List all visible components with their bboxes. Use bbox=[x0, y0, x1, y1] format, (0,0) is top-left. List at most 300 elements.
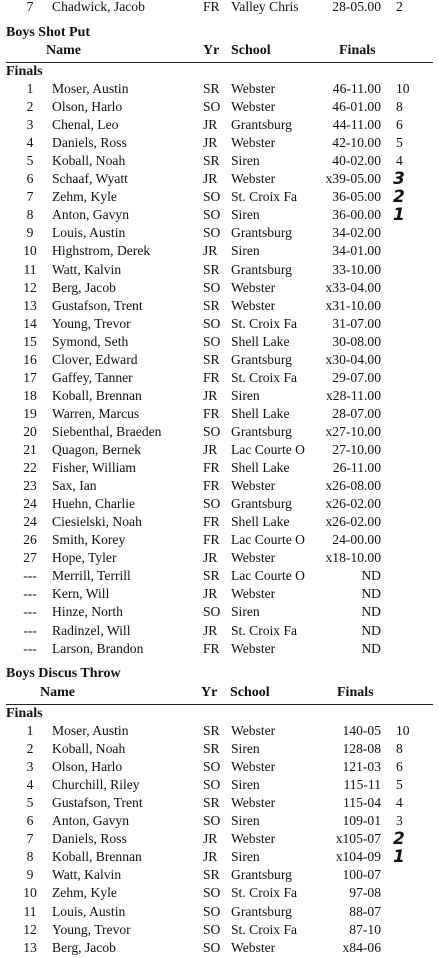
header-finals: Finals bbox=[339, 43, 376, 58]
year: JR bbox=[203, 622, 218, 638]
points: 10 bbox=[396, 81, 410, 96]
mark: ND bbox=[361, 640, 381, 656]
mark: 44-11.00 bbox=[332, 117, 381, 133]
year: SR bbox=[203, 261, 220, 277]
year: SO bbox=[203, 333, 221, 349]
school: Webster bbox=[231, 135, 276, 151]
points: 6 bbox=[396, 117, 403, 133]
athlete-name: Berg, Jacob bbox=[52, 939, 116, 955]
mark: 34-01.00 bbox=[332, 243, 381, 259]
place: 5 bbox=[26, 795, 34, 811]
school: Lac Courte O bbox=[231, 568, 305, 584]
athlete-name: Hinze, North bbox=[52, 604, 123, 620]
athlete-name: Olson, Harlo bbox=[52, 99, 123, 115]
mark: 97-08 bbox=[349, 885, 381, 901]
year: FR bbox=[203, 460, 220, 476]
athlete-name: Anton, Gavyn bbox=[52, 207, 130, 223]
mark: 46-01.00 bbox=[332, 99, 381, 115]
athlete-name: Symond, Seth bbox=[52, 333, 129, 349]
result-row bbox=[0, 351, 439, 369]
school: Webster bbox=[231, 759, 276, 775]
mark: x104-09 bbox=[335, 849, 381, 865]
year: SO bbox=[203, 813, 221, 829]
result-row bbox=[0, 848, 439, 866]
place: 2 bbox=[26, 741, 34, 757]
athlete-name: Merrill, Terrill bbox=[52, 568, 131, 584]
points: 8 bbox=[396, 99, 403, 115]
school: Webster bbox=[231, 640, 276, 656]
result-row bbox=[0, 585, 439, 603]
result-row bbox=[0, 884, 439, 902]
year: JR bbox=[203, 387, 218, 403]
place: 13 bbox=[23, 297, 37, 313]
school: Lac Courte O bbox=[231, 532, 305, 548]
athlete-name: Schaaf, Wyatt bbox=[52, 171, 128, 187]
result-row bbox=[0, 513, 439, 531]
mark: 140-05 bbox=[342, 723, 381, 738]
result-row bbox=[0, 0, 439, 16]
place: 2 bbox=[26, 99, 34, 115]
athlete-name: Quagon, Bernek bbox=[52, 442, 142, 457]
result-row bbox=[0, 134, 439, 152]
place: 7 bbox=[26, 189, 34, 205]
result-row bbox=[0, 939, 439, 957]
school: Grantsburg bbox=[231, 496, 292, 512]
handwritten-points: 1 bbox=[393, 847, 405, 868]
mark: 34-02.00 bbox=[332, 225, 381, 241]
athlete-name: Hope, Tyler bbox=[52, 550, 117, 566]
school: St. Croix Fa bbox=[231, 885, 298, 901]
athlete-name: Koball, Noah bbox=[52, 153, 126, 169]
place: 5 bbox=[26, 153, 34, 169]
header-rule bbox=[6, 704, 433, 705]
mark: x26-08.00 bbox=[325, 478, 381, 494]
athlete-name: Moser, Austin bbox=[52, 81, 129, 96]
mark: ND bbox=[361, 568, 381, 584]
mark: x26-02.00 bbox=[325, 496, 381, 512]
section-finals: Finals bbox=[6, 64, 43, 79]
points: 6 bbox=[396, 759, 403, 775]
year: JR bbox=[203, 171, 218, 187]
athlete-name: Churchill, Riley bbox=[52, 777, 140, 793]
school: Webster bbox=[231, 279, 276, 295]
athlete-name: Chadwick, Jacob bbox=[52, 0, 145, 14]
result-row bbox=[0, 459, 439, 477]
result-row bbox=[0, 812, 439, 830]
school: St. Croix Fa bbox=[231, 921, 298, 937]
mark: 28-07.00 bbox=[332, 405, 381, 421]
place: 18 bbox=[23, 387, 37, 403]
mark: 27-10.00 bbox=[332, 442, 381, 457]
school: Grantsburg bbox=[231, 903, 292, 919]
result-row bbox=[0, 603, 439, 621]
result-row bbox=[0, 441, 439, 459]
place: --- bbox=[23, 640, 37, 656]
school: Siren bbox=[231, 153, 260, 169]
athlete-name: Louis, Austin bbox=[52, 225, 126, 241]
school: St. Croix Fa bbox=[231, 369, 298, 385]
school: Siren bbox=[231, 387, 260, 403]
athlete-name: Berg, Jacob bbox=[52, 279, 116, 295]
result-row bbox=[0, 722, 439, 740]
year: SO bbox=[203, 496, 221, 512]
year: JR bbox=[203, 442, 218, 457]
mark: 87-10 bbox=[349, 921, 381, 937]
header-name: Name bbox=[46, 43, 81, 58]
handwritten-points: 3 bbox=[393, 169, 405, 190]
athlete-name: Warren, Marcus bbox=[52, 405, 140, 421]
athlete-name: Siebenthal, Braeden bbox=[52, 423, 162, 439]
result-row bbox=[0, 405, 439, 423]
year: SR bbox=[203, 351, 220, 367]
result-row bbox=[0, 903, 439, 921]
place: 14 bbox=[23, 315, 37, 331]
year: JR bbox=[203, 135, 218, 151]
school: St. Croix Fa bbox=[231, 622, 298, 638]
place: 24 bbox=[23, 514, 37, 530]
athlete-name: Koball, Brennan bbox=[52, 849, 142, 865]
athlete-name: Anton, Gavyn bbox=[52, 813, 130, 829]
school: Shell Lake bbox=[231, 460, 290, 476]
header-school: School bbox=[231, 43, 271, 58]
result-row bbox=[0, 333, 439, 351]
mark: 26-11.00 bbox=[332, 460, 381, 476]
athlete-name: Radinzel, Will bbox=[52, 622, 131, 638]
place: 17 bbox=[23, 369, 37, 385]
place: 7 bbox=[26, 0, 34, 14]
athlete-name: Fisher, William bbox=[52, 460, 136, 476]
mark: x31-10.00 bbox=[325, 297, 381, 313]
year: SR bbox=[203, 741, 220, 757]
result-row bbox=[0, 297, 439, 315]
year: JR bbox=[203, 243, 218, 259]
athlete-name: Moser, Austin bbox=[52, 723, 129, 738]
place: 8 bbox=[26, 849, 34, 865]
mark: x30-04.00 bbox=[325, 351, 381, 367]
athlete-name: Daniels, Ross bbox=[52, 135, 127, 151]
school: Siren bbox=[231, 813, 260, 829]
mark: 30-08.00 bbox=[332, 333, 381, 349]
year: JR bbox=[203, 117, 218, 133]
school: Webster bbox=[231, 99, 276, 115]
result-row bbox=[0, 776, 439, 794]
mark: ND bbox=[361, 586, 381, 602]
section-finals: Finals bbox=[6, 706, 43, 721]
result-row bbox=[0, 261, 439, 279]
place: 6 bbox=[26, 813, 34, 829]
school: Lac Courte O bbox=[231, 442, 305, 457]
place: 11 bbox=[23, 261, 37, 277]
year: SR bbox=[203, 297, 220, 313]
result-row bbox=[0, 242, 439, 260]
result-row bbox=[0, 567, 439, 585]
athlete-name: Watt, Kalvin bbox=[52, 867, 122, 883]
year: SR bbox=[203, 568, 220, 584]
school: Valley Chris bbox=[231, 0, 299, 14]
place: 6 bbox=[26, 171, 34, 187]
event-title-shot-put: Boys Shot Put bbox=[6, 25, 91, 40]
school: Webster bbox=[231, 586, 276, 602]
result-row bbox=[0, 830, 439, 848]
year: SO bbox=[203, 885, 221, 901]
result-row bbox=[0, 866, 439, 884]
year: SO bbox=[203, 189, 221, 205]
place: 24 bbox=[23, 496, 37, 512]
result-row bbox=[0, 369, 439, 387]
place: 8 bbox=[26, 207, 34, 223]
handwritten-points: 2 bbox=[393, 187, 405, 208]
year: SO bbox=[203, 939, 221, 955]
athlete-name: Louis, Austin bbox=[52, 903, 126, 919]
year: FR bbox=[203, 405, 220, 421]
place: 7 bbox=[26, 831, 34, 847]
mark: 33-10.00 bbox=[332, 261, 381, 277]
points: 3 bbox=[396, 813, 403, 829]
year: SR bbox=[203, 795, 220, 811]
result-row bbox=[0, 387, 439, 405]
school: Siren bbox=[231, 741, 260, 757]
year: FR bbox=[203, 0, 220, 14]
school: Webster bbox=[231, 550, 276, 566]
place: 1 bbox=[26, 81, 34, 96]
mark: x27-10.00 bbox=[325, 423, 381, 439]
school: Webster bbox=[231, 795, 276, 811]
mark: x18-10.00 bbox=[325, 550, 381, 566]
athlete-name: Zehm, Kyle bbox=[52, 189, 117, 205]
points: 5 bbox=[396, 135, 403, 151]
athlete-name: Gustafson, Trent bbox=[52, 795, 143, 811]
year: SR bbox=[203, 867, 220, 883]
school: Webster bbox=[231, 939, 276, 955]
place: 3 bbox=[26, 117, 34, 133]
year: JR bbox=[203, 586, 218, 602]
place: 26 bbox=[23, 532, 37, 548]
year: SO bbox=[203, 315, 221, 331]
school: Siren bbox=[231, 243, 260, 259]
place: 10 bbox=[23, 885, 37, 901]
athlete-name: Olson, Harlo bbox=[52, 759, 123, 775]
place: 3 bbox=[26, 759, 34, 775]
year: SO bbox=[203, 921, 221, 937]
mark: 28-05.00 bbox=[332, 0, 381, 14]
result-row bbox=[0, 315, 439, 333]
school: Grantsburg bbox=[231, 225, 292, 241]
year: FR bbox=[203, 532, 220, 548]
athlete-name: Highstrom, Derek bbox=[52, 243, 151, 259]
result-row bbox=[0, 740, 439, 758]
place: --- bbox=[23, 604, 37, 620]
points: 4 bbox=[396, 153, 403, 169]
header-name: Name bbox=[40, 685, 75, 700]
athlete-name: Gaffey, Tanner bbox=[52, 369, 133, 385]
year: FR bbox=[203, 478, 220, 494]
year: SO bbox=[203, 604, 221, 620]
place: 12 bbox=[23, 279, 37, 295]
header-rule bbox=[6, 62, 433, 63]
athlete-name: Kern, Will bbox=[52, 586, 110, 602]
school: Siren bbox=[231, 207, 260, 223]
place: 27 bbox=[23, 550, 37, 566]
athlete-name: Koball, Noah bbox=[52, 741, 126, 757]
handwritten-points: 2 bbox=[393, 829, 405, 850]
year: FR bbox=[203, 514, 220, 530]
mark: ND bbox=[361, 622, 381, 638]
mark: 29-07.00 bbox=[332, 369, 381, 385]
year: JR bbox=[203, 550, 218, 566]
athlete-name: Ciesielski, Noah bbox=[52, 514, 142, 530]
place: 15 bbox=[23, 333, 37, 349]
place: 9 bbox=[26, 867, 34, 883]
place: 1 bbox=[26, 723, 34, 738]
athlete-name: Smith, Korey bbox=[52, 532, 126, 548]
place: 13 bbox=[23, 939, 37, 955]
handwritten-points: 1 bbox=[393, 205, 405, 226]
place: --- bbox=[23, 622, 37, 638]
header-yr: Yr bbox=[203, 43, 220, 58]
school: Webster bbox=[231, 81, 276, 96]
year: SR bbox=[203, 153, 220, 169]
mark: 121-03 bbox=[342, 759, 381, 775]
points: 5 bbox=[396, 777, 403, 793]
place: 23 bbox=[23, 478, 37, 494]
result-row bbox=[0, 279, 439, 297]
mark: 115-11 bbox=[343, 777, 381, 793]
year: SO bbox=[203, 207, 221, 223]
points: 4 bbox=[396, 795, 403, 811]
place: 4 bbox=[26, 777, 34, 793]
event-title-discus: Boys Discus Throw bbox=[6, 666, 121, 681]
place: 12 bbox=[23, 921, 37, 937]
header-school: School bbox=[230, 685, 270, 700]
school: Siren bbox=[231, 777, 260, 793]
points: 10 bbox=[396, 723, 410, 738]
year: SR bbox=[203, 723, 220, 738]
school: Shell Lake bbox=[231, 333, 290, 349]
mark: x28-11.00 bbox=[326, 387, 381, 403]
school: St. Croix Fa bbox=[231, 315, 298, 331]
athlete-name: Sax, Ian bbox=[52, 478, 97, 494]
result-row bbox=[0, 98, 439, 116]
year: SO bbox=[203, 759, 221, 775]
year: SO bbox=[203, 99, 221, 115]
school: Siren bbox=[231, 604, 260, 620]
result-row bbox=[0, 423, 439, 441]
result-row bbox=[0, 921, 439, 939]
place: 21 bbox=[23, 442, 37, 457]
athlete-name: Huehn, Charlie bbox=[52, 496, 136, 512]
year: SR bbox=[203, 81, 220, 96]
mark: 109-01 bbox=[342, 813, 381, 829]
place: 10 bbox=[23, 243, 37, 259]
athlete-name: Young, Trevor bbox=[52, 315, 131, 331]
school: Grantsburg bbox=[231, 423, 292, 439]
school: Grantsburg bbox=[231, 867, 292, 883]
mark: 100-07 bbox=[342, 867, 381, 883]
year: SO bbox=[203, 423, 221, 439]
result-row bbox=[0, 224, 439, 242]
points: 2 bbox=[396, 0, 403, 14]
year: SO bbox=[203, 279, 221, 295]
school: Webster bbox=[231, 831, 276, 847]
result-row bbox=[0, 640, 439, 658]
result-row bbox=[0, 206, 439, 224]
place: 11 bbox=[23, 903, 37, 919]
athlete-name: Zehm, Kyle bbox=[52, 885, 117, 901]
athlete-name: Young, Trevor bbox=[52, 921, 131, 937]
mark: 42-10.00 bbox=[332, 135, 381, 151]
year: SO bbox=[203, 903, 221, 919]
year: FR bbox=[203, 640, 220, 656]
mark: 31-07.00 bbox=[332, 315, 381, 331]
result-row bbox=[0, 152, 439, 170]
header-yr: Yr bbox=[201, 685, 218, 700]
place: --- bbox=[23, 568, 37, 584]
result-row bbox=[0, 622, 439, 640]
result-row bbox=[0, 549, 439, 567]
place: 20 bbox=[23, 423, 37, 439]
mark: 115-04 bbox=[342, 795, 381, 811]
mark: 46-11.00 bbox=[332, 81, 381, 96]
athlete-name: Gustafson, Trent bbox=[52, 297, 143, 313]
school: Webster bbox=[231, 478, 276, 494]
school: Webster bbox=[231, 297, 276, 313]
year: SO bbox=[203, 777, 221, 793]
mark: 40-02.00 bbox=[332, 153, 381, 169]
result-row bbox=[0, 188, 439, 206]
header-finals: Finals bbox=[337, 685, 374, 700]
school: Webster bbox=[231, 723, 276, 738]
result-row bbox=[0, 531, 439, 549]
result-row bbox=[0, 758, 439, 776]
athlete-name: Koball, Brennan bbox=[52, 387, 142, 403]
year: JR bbox=[203, 849, 218, 865]
school: Shell Lake bbox=[231, 514, 290, 530]
place: 22 bbox=[23, 460, 37, 476]
school: Webster bbox=[231, 171, 276, 187]
mark: x39-05.00 bbox=[325, 171, 381, 187]
result-row bbox=[0, 170, 439, 188]
school: Grantsburg bbox=[231, 261, 292, 277]
mark: 36-00.00 bbox=[332, 207, 381, 223]
place: 16 bbox=[23, 351, 37, 367]
school: Shell Lake bbox=[231, 405, 290, 421]
place: 4 bbox=[26, 135, 34, 151]
mark: x105-07 bbox=[335, 831, 381, 847]
result-row bbox=[0, 80, 439, 98]
athlete-name: Chenal, Leo bbox=[52, 117, 119, 133]
athlete-name: Larson, Brandon bbox=[52, 640, 144, 656]
athlete-name: Watt, Kalvin bbox=[52, 261, 122, 277]
result-row bbox=[0, 495, 439, 513]
mark: 24-00.00 bbox=[332, 532, 381, 548]
mark: x26-02.00 bbox=[325, 514, 381, 530]
mark: 88-07 bbox=[349, 903, 381, 919]
athlete-name: Daniels, Ross bbox=[52, 831, 127, 847]
result-row bbox=[0, 794, 439, 812]
school: Grantsburg bbox=[231, 117, 292, 133]
year: SO bbox=[203, 225, 221, 241]
points: 8 bbox=[396, 741, 403, 757]
school: St. Croix Fa bbox=[231, 189, 298, 205]
result-row bbox=[0, 116, 439, 134]
place: 19 bbox=[23, 405, 37, 421]
mark: ND bbox=[361, 604, 381, 620]
mark: 128-08 bbox=[342, 741, 381, 757]
mark: x33-04.00 bbox=[325, 279, 381, 295]
year: JR bbox=[203, 831, 218, 847]
mark: 36-05.00 bbox=[332, 189, 381, 205]
place: 9 bbox=[26, 225, 34, 241]
